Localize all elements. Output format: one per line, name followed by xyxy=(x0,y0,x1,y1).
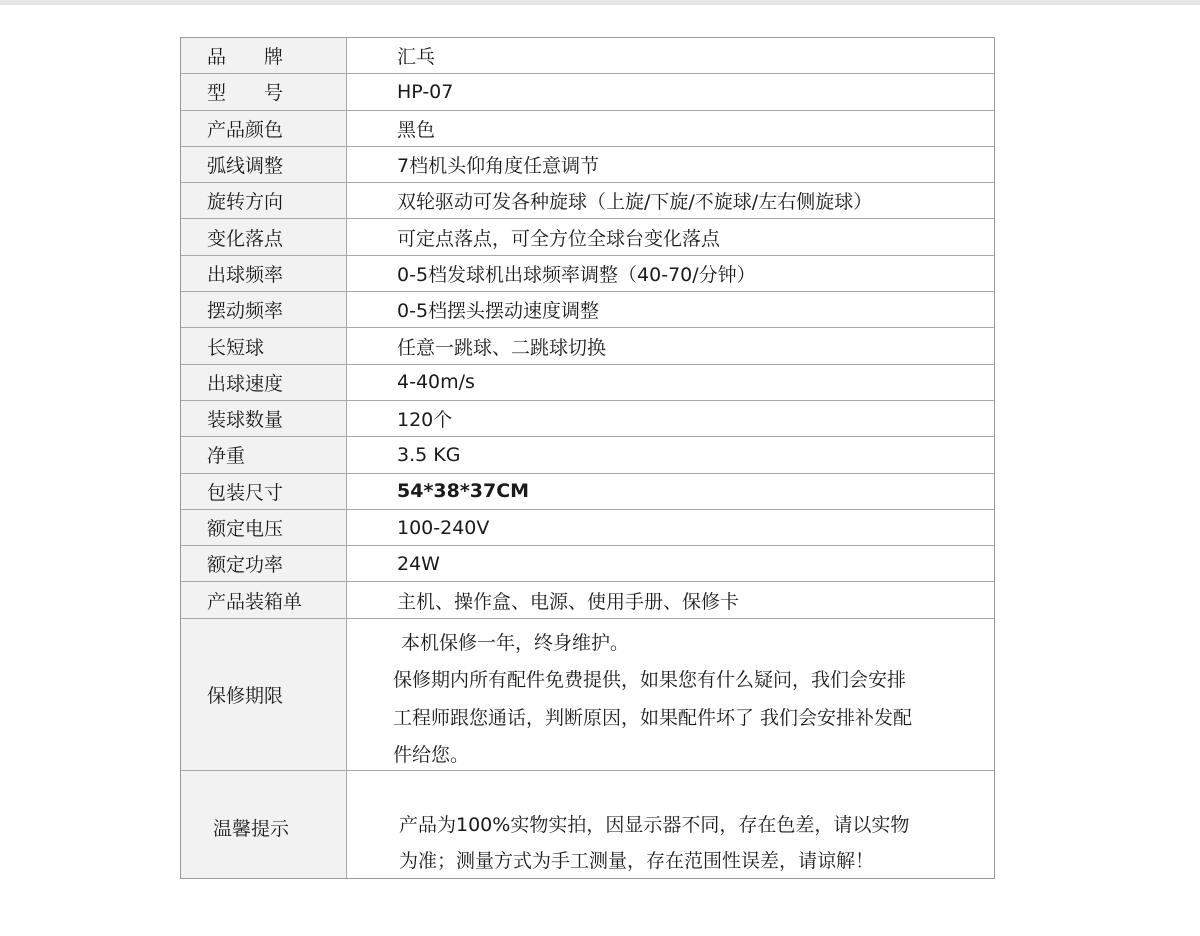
spec-label: 额定功率 xyxy=(181,546,347,581)
spec-row-rated-voltage xyxy=(181,510,994,546)
spec-value: 54*38*37CM xyxy=(397,480,530,503)
warranty-text xyxy=(347,619,994,770)
notice-line: 产品为100%实物实拍，因显示器不同，存在色差，请以实物 xyxy=(399,813,910,836)
spec-label: 额定电压 xyxy=(181,510,347,545)
spec-value: 7档机头仰角度任意调节 xyxy=(397,155,600,178)
notice-text xyxy=(347,771,994,878)
spec-value: 汇乓 xyxy=(397,46,436,69)
spec-value: 4-40m/s xyxy=(397,371,475,394)
spec-row-long-short-ball xyxy=(181,328,994,364)
spec-label: 旋转方向 xyxy=(181,183,347,218)
spec-row-ball-frequency xyxy=(181,256,994,292)
top-divider-bar xyxy=(0,0,1200,5)
spec-value: 3.5 KG xyxy=(397,443,461,466)
spec-label: 出球速度 xyxy=(181,365,347,400)
spec-row-color xyxy=(181,111,994,147)
warranty-line: 保修期内所有配件免费提供，如果您有什么疑问，我们会安排 xyxy=(393,669,907,692)
spec-row-package-size xyxy=(181,474,994,510)
notice-line: 为准；测量方式为手工测量，存在范围性误差，请谅解！ xyxy=(399,849,875,872)
spec-value: HP-07 xyxy=(397,80,454,103)
spec-label: 包装尺寸 xyxy=(181,474,347,509)
spec-row-notice xyxy=(181,771,994,878)
spec-value: 100-240V xyxy=(397,516,490,539)
spec-row-ball-speed xyxy=(181,365,994,401)
spec-label: 温馨提示 xyxy=(181,771,347,878)
spec-label: 型 号 xyxy=(181,74,347,109)
spec-value: 0-5档摆头摆动速度调整 xyxy=(397,300,600,323)
spec-value: 主机、操作盒、电源、使用手册、保修卡 xyxy=(397,590,740,613)
spec-value: 双轮驱动可发各种旋球（上旋/下旋/不旋球/左右侧旋球） xyxy=(397,191,873,214)
spec-value: 可定点落点，可全方位全球台变化落点 xyxy=(397,227,721,250)
warranty-line: 工程师跟您通话，判断原因，如果配件坏了 我们会安排补发配 xyxy=(393,706,913,729)
spec-row-packing-list xyxy=(181,582,994,618)
spec-row-ball-capacity xyxy=(181,401,994,437)
spec-label: 保修期限 xyxy=(181,619,347,770)
spec-label: 摆动频率 xyxy=(181,292,347,327)
spec-value: 0-5档发球机出球频率调整（40-70/分钟） xyxy=(397,263,756,286)
spec-table xyxy=(180,37,995,879)
spec-value: 黑色 xyxy=(397,118,436,141)
spec-row-model xyxy=(181,74,994,110)
spec-value: 120个 xyxy=(397,409,453,432)
spec-label: 产品装箱单 xyxy=(181,582,347,617)
spec-row-swing-frequency xyxy=(181,292,994,328)
spec-row-arc-adjust xyxy=(181,147,994,183)
spec-label: 长短球 xyxy=(181,328,347,363)
spec-label: 品 牌 xyxy=(181,38,347,73)
warranty-line: 本机保修一年，终身维护。 xyxy=(401,631,630,654)
spec-row-brand xyxy=(181,38,994,74)
spec-label: 出球频率 xyxy=(181,256,347,291)
spec-row-warranty xyxy=(181,619,994,771)
spec-row-spin-direction xyxy=(181,183,994,219)
spec-label: 装球数量 xyxy=(181,401,347,436)
warranty-line: 件给您。 xyxy=(393,744,470,767)
spec-label: 净重 xyxy=(181,437,347,472)
spec-value: 24W xyxy=(397,552,440,575)
spec-label: 弧线调整 xyxy=(181,147,347,182)
spec-row-landing-points xyxy=(181,219,994,255)
spec-row-rated-power xyxy=(181,546,994,582)
spec-label: 产品颜色 xyxy=(181,111,347,146)
spec-label: 变化落点 xyxy=(181,219,347,254)
spec-value: 任意一跳球、二跳球切换 xyxy=(397,336,607,359)
spec-row-net-weight xyxy=(181,437,994,473)
